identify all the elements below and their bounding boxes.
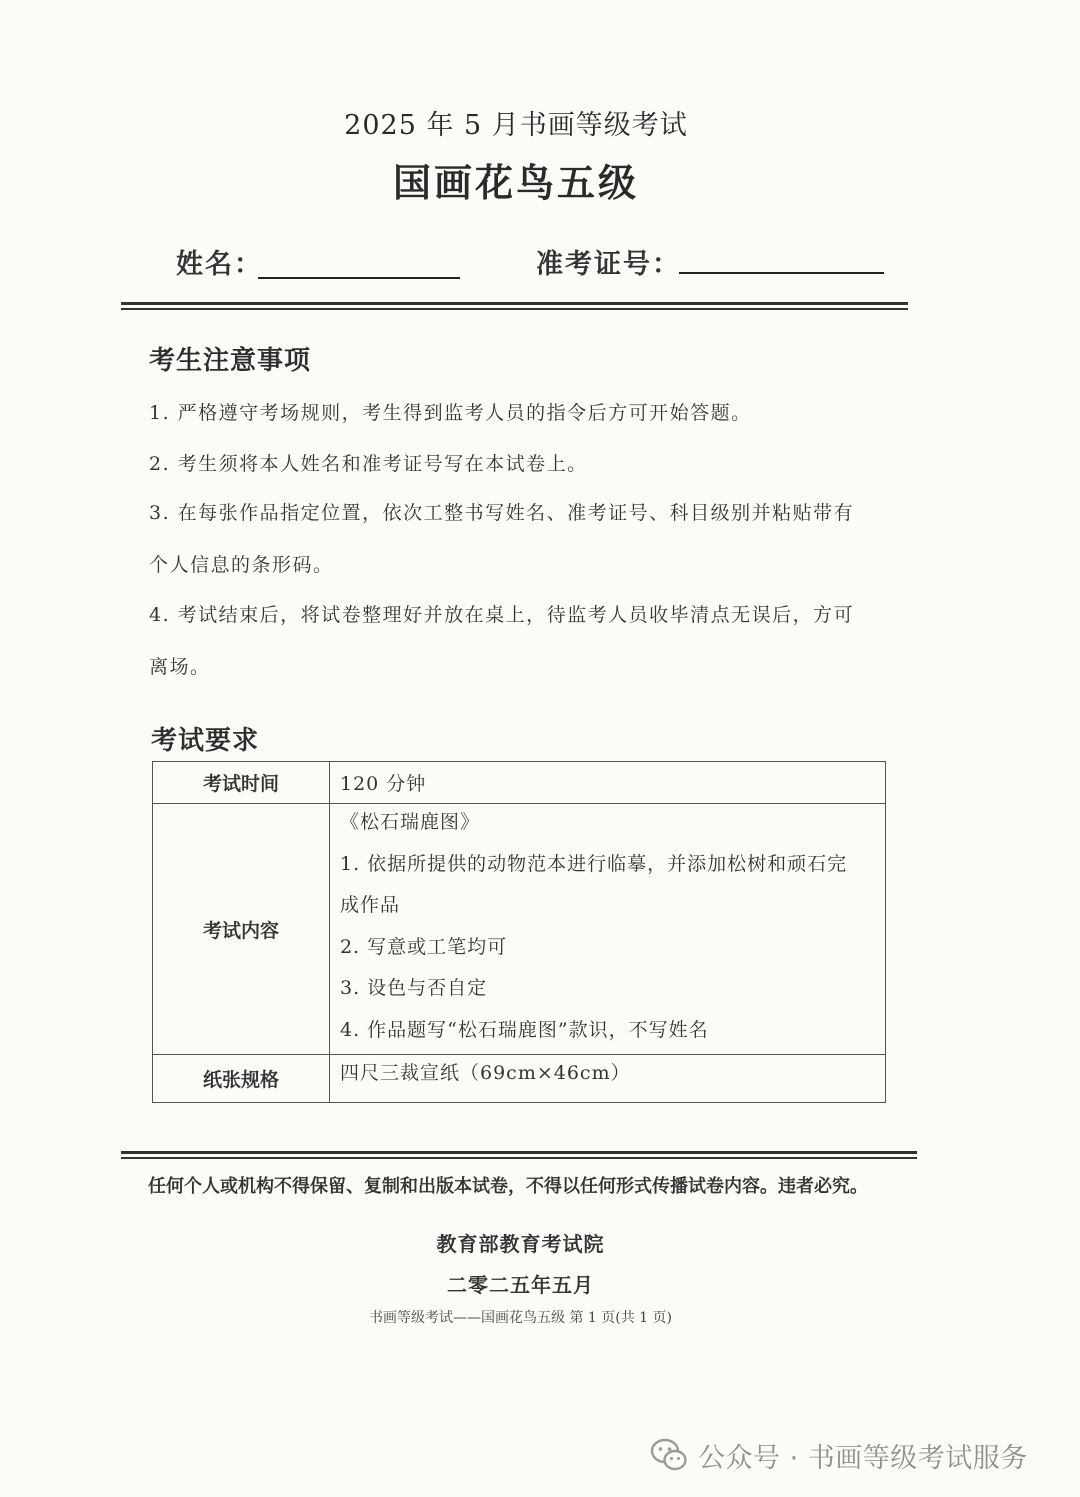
watermark-text: 公众号 · 书画等级考试服务	[698, 1442, 1028, 1474]
name-blank-line	[258, 277, 460, 279]
exam-id-blank-line	[679, 272, 884, 274]
wechat-icon	[650, 1438, 688, 1472]
exam-title: 2025 年 5 月书画等级考试	[344, 110, 688, 141]
notice-line: 4. 考试结束后，将试卷整理好并放在桌上，待监考人员收毕清点无误后，方可	[149, 604, 855, 626]
table-row-content	[153, 804, 886, 1055]
page-footer: 书画等级考试——国画花鸟五级 第 1 页(共 1 页)	[369, 1310, 672, 1326]
content-line: 成作品	[340, 894, 401, 916]
content-line: 《松石瑞鹿图》	[340, 811, 481, 833]
table-row-paper	[153, 1055, 886, 1103]
issue-date: 二零二五年五月	[447, 1273, 594, 1297]
content-line: 4. 作品题写“松石瑞鹿图”款识，不写姓名	[340, 1018, 709, 1041]
paper-value: 四尺三裁宣纸（69cm×46cm）	[330, 1055, 886, 1103]
notice-line: 离场。	[149, 656, 211, 678]
requirements-heading: 考试要求	[151, 726, 260, 756]
content-line: 2. 写意或工笔均可	[340, 935, 508, 958]
notice-line: 3. 在每张作品指定位置，依次工整书写姓名、准考证号、科目级别并粘贴带有	[149, 502, 855, 524]
exam-subject: 国画花鸟五级	[392, 160, 639, 205]
watermark	[650, 1435, 1028, 1475]
notice-line: 2. 考生须将本人姓名和准考证号写在本试卷上。	[149, 453, 588, 475]
issuer: 教育部教育考试院	[436, 1232, 605, 1256]
content-line: 3. 设色与否自定	[340, 977, 488, 999]
content-line: 1. 依据所提供的动物范本进行临摹，并添加松树和顽石完	[340, 852, 848, 875]
footer-divider	[121, 1151, 917, 1159]
header-divider	[121, 302, 908, 310]
notice-line: 个人信息的条形码。	[149, 554, 334, 576]
content-label: 考试内容	[153, 804, 330, 1055]
exam-id-label: 准考证号：	[536, 249, 681, 280]
copyright-warning: 任何个人或机构不得保留、复制和出版本试卷，不得以任何形式传播试卷内容。违者必究。	[148, 1176, 868, 1197]
time-value: 120 分钟	[330, 762, 886, 804]
content-cell	[330, 804, 886, 1055]
time-label: 考试时间	[153, 762, 330, 804]
paper-label: 纸张规格	[153, 1055, 330, 1103]
notice-line: 1. 严格遵守考场规则，考生得到监考人员的指令后方可开始答题。	[149, 402, 752, 424]
name-label: 姓名：	[176, 249, 263, 280]
table-row-time	[153, 762, 886, 804]
requirements-table	[152, 761, 886, 1103]
notice-heading: 考生注意事项	[149, 346, 312, 376]
